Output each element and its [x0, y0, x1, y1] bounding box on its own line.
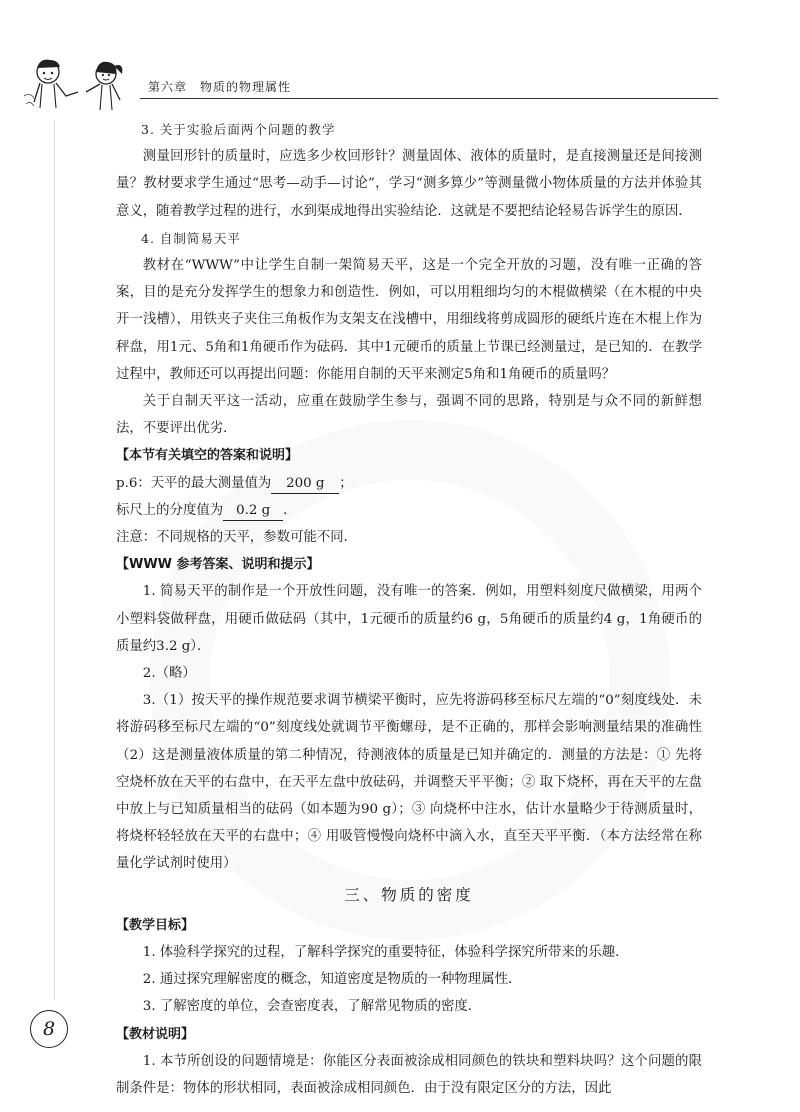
www-heading: 【WWW 参考答案、说明和提示】	[116, 557, 320, 573]
fill-line-scale-division	[116, 497, 702, 524]
fill-line-max-measure	[116, 470, 702, 497]
subheading-experiment-questions: 3. 关于实验后面两个问题的教学	[141, 122, 336, 137]
binding-line	[54, 120, 55, 1000]
header-rule	[140, 98, 718, 99]
chapter-title: 第六章 物质的物理属性	[148, 80, 292, 94]
textbook-heading: 【教材说明】	[116, 1026, 195, 1042]
objectives-heading: 【教学目标】	[116, 917, 195, 933]
subheading-simple-balance: 4. 自制简易天平	[141, 230, 241, 246]
page-number: 8	[30, 1010, 68, 1048]
fill-answer: 0.2 g	[223, 502, 283, 521]
objective-item: 2. 通过探究理解密度的概念，知道密度是物质的一种物理属性．	[142, 972, 522, 988]
note-line: 注意：不同规格的天平，参数可能不同．	[116, 530, 358, 546]
www-item: 3.（1）按天平的操作规范要求调节横梁平衡时，应先将游码移至标尺左端的“0”刻度线处．未将游码移至标尺左端的“0”刻度线处就调节平衡螺母，是不正确的，那样会影响测量结果的准确性 （2）这是测量液体质量的第二种情况，待测液体的质量是已知并确定的．测量的方法是：① 先将空烧杯放在天平的右盘中，在天平左盘中放砝码，并调整天平平衡；② 取下烧杯，再在天平的左盘中放上与已知质量相当的砝码（如本题为90 g）；③ 向烧杯中注水，估计水量略少于待测质量时，将烧杯轻轻放在天平的右盘中；④ 用吸管慢慢向烧杯中滴入水，直至天平平衡．（本方法经常在称量化学试剂时使用）	[116, 693, 716, 872]
fill-answer: 200 g	[271, 475, 339, 494]
objective-item: 3. 了解密度的单位，会查密度表，了解常见物质的密度．	[142, 999, 482, 1015]
www-item: 2.（略）	[142, 666, 196, 682]
paragraph: 1. 本节所创设的问题情境是：你能区分表面被涂成相同颜色的铁块和塑料块吗？这个问题的限制条件是：物体的形状相同，表面被涂成相同颜色．由于没有限定区分的方法，因此	[116, 1053, 702, 1096]
page-content	[116, 116, 716, 1102]
fill-suffix: ；	[339, 475, 353, 491]
objective-item: 1. 体验科学探究的过程，了解科学探究的重要特征，体验科学探究所带来的乐趣．	[142, 944, 629, 960]
answers-heading: 【本节有关填空的答案和说明】	[116, 448, 299, 464]
fill-prefix: p.6：天平的最大测量值为	[116, 475, 272, 491]
paragraph: 教材在“WWW”中让学生自制一架简易天平，这是一个完全开放的习题，没有唯一正确的答案，目的是充分发挥学生的想象力和创造性．例如，可以用粗细均匀的木棍做横梁（在木棍的中央开一浅槽），用铁夹子夹住三角板作为支架支在浅槽中，用细线将剪成圆形的硬纸片连在木棍上作为秤盘，用1元、5角和1角硬币作为砝码．其中1元硬币的质量上节课已经测量过，是已知的．在教学过程中，教师还可以再提出问题：你能用自制的天平来测定5角和1角硬币的质量吗？	[116, 258, 702, 382]
page-header	[20, 52, 700, 112]
www-item: 1. 简易天平的制作是一个开放性问题，没有唯一的答案．例如，用塑料刻度尺做横梁，用两个小塑料袋做秤盘，用硬币做砝码（其中，1元硬币的质量约6 g，5角硬币的质量约4 g，1角硬币的质量约3.2 g）．	[116, 584, 702, 654]
section-title: 三、物质的密度	[344, 885, 474, 904]
fill-suffix: ．	[283, 502, 297, 518]
paragraph: 关于自制天平这一活动，应重在鼓励学生参与，强调不同的思路，特别是与众不同的新鲜想法，不要评出优劣．	[116, 394, 702, 437]
paragraph: 测量回形针的质量时，应选多少枚回形针？测量固体、液体的质量时，是直接测量还是间接测量？教材要求学生通过“思考—动手—讨论”，学习“测多算少”等测量微小物体质量的方法并体验其意义，随着教学过程的进行，水到渠成地得出实验结论．这就是不要把结论轻易告诉学生的原因．	[116, 149, 702, 219]
fill-prefix: 标尺上的分度值为	[116, 502, 224, 518]
cartoon-children-illustration	[20, 52, 140, 114]
